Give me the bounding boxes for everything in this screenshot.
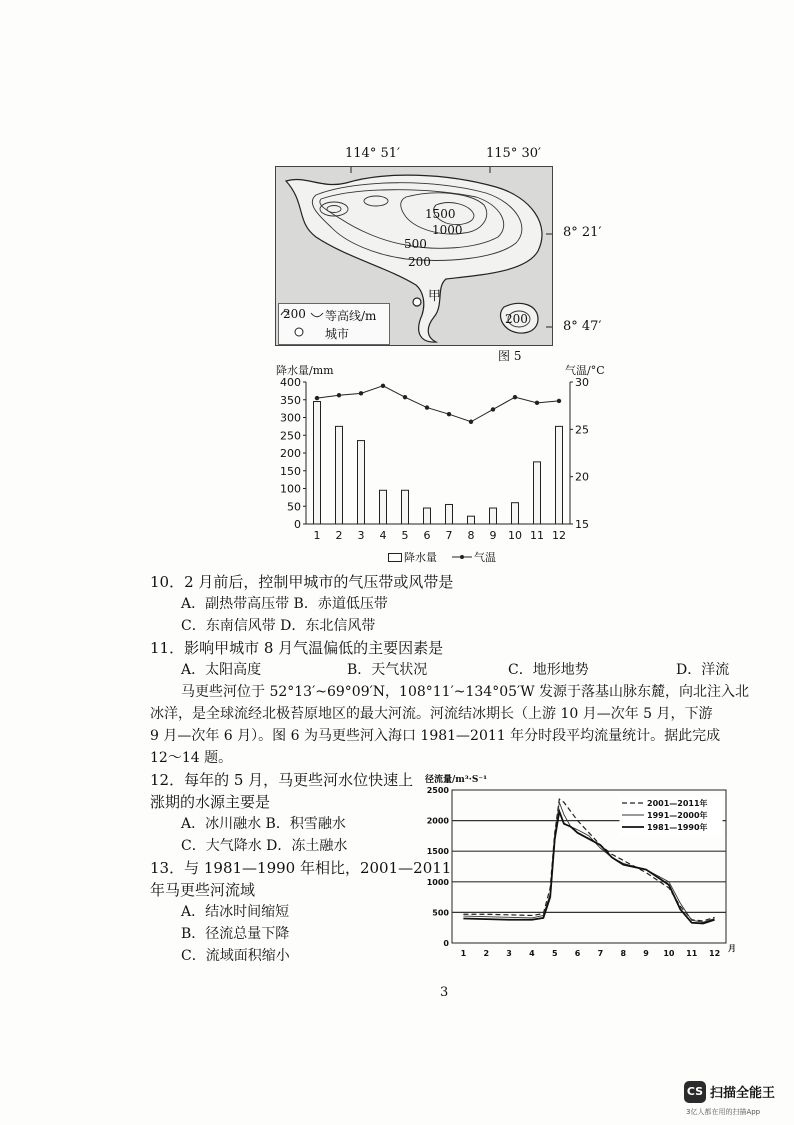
runoff-x-tick-label: 11: [686, 949, 698, 958]
precip-tick-label: 400: [280, 376, 301, 389]
month-tick-label: 5: [401, 529, 409, 542]
question-13-option-b: B．径流总量下降: [181, 926, 290, 942]
temperature-point: [491, 407, 495, 411]
month-tick-label: 11: [530, 529, 544, 542]
question-12-options-row2: C．大气降水 D．冻土融水: [181, 838, 348, 854]
temp-tick-label: 30: [575, 376, 589, 389]
precip-tick-label: 200: [280, 447, 301, 460]
precip-bar: [424, 508, 431, 524]
longitude-label-east: 115° 30′: [486, 146, 541, 161]
precip-bar: [468, 516, 475, 524]
month-tick-label: 1: [313, 529, 321, 542]
legend-line-text: 气温: [474, 551, 496, 564]
month-tick-label: 7: [445, 529, 453, 542]
runoff-x-tick-label: 2: [483, 949, 490, 958]
runoff-y-tick-label: 0: [443, 939, 449, 948]
month-tick-label: 12: [552, 529, 566, 542]
precip-bar: [358, 441, 365, 524]
contour-label-1500: 1500: [425, 207, 456, 221]
passage-line-2: 冰洋，是全球流经北极苔原地区的最大河流。河流结冰期长（上游 10 月—次年 5 月，下游: [150, 706, 713, 722]
camscanner-watermark: [684, 1081, 794, 1125]
month-tick-label: 10: [508, 529, 522, 542]
question-13-stem-line1: 13．与 1981—1990 年相比，2001—2011: [150, 859, 452, 877]
climate-chart: [270, 374, 600, 554]
runoff-x-tick-label: 3: [506, 949, 512, 958]
page-number: 3: [440, 985, 449, 1000]
latitude-label-south: 8° 47′: [563, 319, 602, 334]
temperature-point: [425, 405, 429, 409]
temp-tick-label: 20: [575, 470, 589, 484]
temp-tick-label: 25: [575, 423, 589, 437]
precip-bar: [512, 503, 519, 524]
runoff-y-tick-label: 2500: [426, 786, 449, 795]
passage-line-3: 9 月—次年 6 月）。图 6 为马更些河入海口 1981—2011 年分时段平均流量统计。据此完成: [150, 728, 721, 744]
question-11-option-d: D．洋流: [676, 662, 730, 678]
runoff-y-tick-label: 1000: [426, 877, 449, 887]
precip-tick-label: 0: [294, 518, 301, 531]
month-tick-label: 9: [489, 529, 497, 542]
precip-tick-label: 150: [280, 464, 301, 478]
runoff-chart: [420, 780, 740, 962]
runoff-x-tick-label: 10: [663, 949, 675, 958]
latitude-label-north: 8° 21′: [563, 225, 602, 240]
precip-tick-label: 300: [280, 411, 301, 425]
map-caption: 图 5: [498, 349, 522, 363]
temperature-point: [513, 395, 517, 399]
question-11-stem: 11．影响甲城市 8 月气温偏低的主要因素是: [150, 639, 444, 657]
question-11-option-a: A．太阳高度: [181, 662, 262, 678]
month-tick-label: 3: [357, 529, 365, 542]
camscanner-name: 扫描全能王: [710, 1086, 776, 1101]
precip-bar: [380, 490, 387, 524]
temperature-point: [315, 396, 319, 400]
passage-line-4: 12～14 题。: [150, 750, 233, 766]
island-topographic-map: [275, 166, 553, 346]
contour-label-200: 200: [408, 255, 431, 269]
legend-bar-swatch: [388, 553, 402, 562]
precip-bar: [446, 504, 453, 524]
question-10-options-row1: A．副热带高压带 B．赤道低压带: [181, 596, 388, 612]
temperature-point: [469, 420, 473, 424]
contour-label-island-200: 200: [505, 312, 528, 326]
runoff-legend-label: 2001—2011年: [647, 799, 708, 808]
precip-tick-label: 100: [280, 482, 301, 496]
temperature-point: [447, 412, 451, 416]
precip-tick-label: 50: [287, 500, 301, 514]
runoff-x-tick-label: 4: [529, 949, 535, 958]
month-tick-label: 4: [379, 529, 387, 542]
legend-contour-text: 等高线/m: [325, 309, 377, 323]
precip-bar: [402, 490, 409, 524]
runoff-x-tick-label: 9: [643, 949, 649, 958]
contour-label-1000: 1000: [432, 223, 463, 237]
runoff-legend-label: 1991—2000年: [647, 811, 708, 820]
runoff-axis-title: 径流量/m³·S⁻¹: [425, 775, 488, 785]
month-tick-label: 8: [467, 529, 475, 542]
month-tick-label: 2: [335, 529, 343, 542]
precip-axis-title: 降水量/mm: [276, 364, 334, 377]
precip-bar: [336, 426, 343, 524]
temperature-line: [317, 386, 559, 422]
map-legend: [278, 303, 390, 345]
precip-tick-label: 350: [280, 393, 301, 407]
runoff-x-tick-label: 12: [709, 949, 721, 958]
temperature-point: [359, 391, 363, 395]
question-12-options-row1: A．冰川融水 B．积雪融水: [181, 816, 346, 832]
precip-bar: [534, 462, 541, 524]
runoff-y-tick-label: 2000: [426, 816, 449, 826]
temperature-point: [337, 393, 341, 397]
question-11-option-b: B．天气状况: [347, 662, 428, 678]
month-tick-label: 6: [423, 529, 431, 542]
question-13-stem-line2: 年马更些河流域: [150, 881, 256, 899]
question-13-option-c: C．流域面积缩小: [181, 948, 290, 964]
question-12-stem-line2: 涨期的水源主要是: [150, 793, 271, 811]
question-12-stem-line1: 12．每年的 5 月，马更些河水位快速上: [150, 771, 414, 789]
temperature-point: [381, 384, 385, 388]
city-jia-label: 甲: [428, 289, 442, 304]
question-10-stem: 10．2 月前后，控制甲城市的气压带或风带是: [150, 573, 454, 591]
question-11-option-c: C．地形地势: [508, 662, 589, 678]
temperature-point: [557, 399, 561, 403]
camscanner-logo-icon: CS: [684, 1081, 706, 1103]
precip-bar: [556, 426, 563, 524]
precip-bar: [314, 402, 321, 524]
temperature-point: [535, 401, 539, 405]
runoff-y-tick-label: 500: [432, 908, 449, 918]
runoff-x-tick-label: 1: [460, 949, 467, 958]
camscanner-tagline: 3亿人都在用的扫描App: [686, 1108, 761, 1116]
temperature-point: [403, 395, 407, 399]
precip-tick-label: 250: [280, 429, 301, 443]
runoff-legend-label: 1981—1990年: [647, 823, 708, 832]
temp-axis-title: 气温/°C: [565, 364, 605, 377]
runoff-x-tick-label: 5: [551, 949, 558, 958]
legend-contour-value: 200: [283, 307, 306, 321]
legend-bar-text: 降水量: [404, 551, 437, 564]
contour-label-500: 500: [404, 237, 427, 251]
question-13-option-a: A．结冰时间缩短: [181, 904, 290, 920]
longitude-label-west: 114° 51′: [345, 146, 400, 161]
runoff-y-tick-label: 1500: [426, 847, 449, 857]
runoff-x-unit: 月: [728, 944, 736, 953]
legend-city-text: 城市: [325, 327, 350, 341]
runoff-x-tick-label: 8: [620, 949, 627, 958]
precip-bar: [490, 508, 497, 524]
passage-line-1: 马更些河位于 52°13′~69°09′N，108°11′~134°05′W 发源于落基山脉东麓，向北注入北: [181, 684, 750, 700]
temp-tick-label: 15: [575, 518, 589, 531]
climate-legend: [388, 550, 518, 564]
runoff-x-tick-label: 6: [574, 949, 581, 958]
runoff-x-tick-label: 7: [597, 949, 604, 958]
question-10-options-row2: C．东南信风带 D．东北信风带: [181, 618, 376, 634]
city-jia-marker: [413, 298, 421, 306]
